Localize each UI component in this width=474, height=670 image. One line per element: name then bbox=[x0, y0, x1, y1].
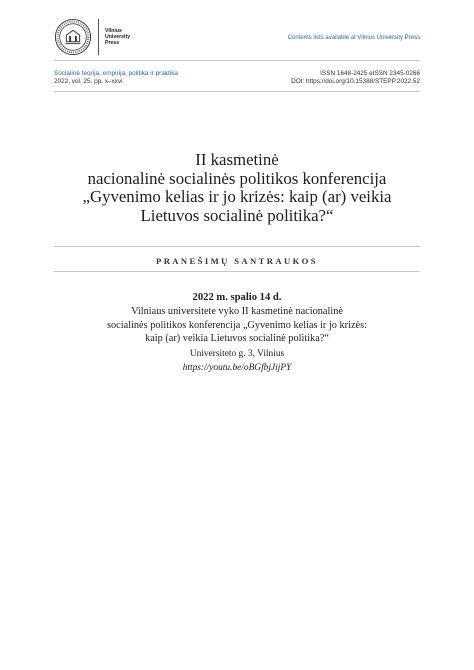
publisher-name bbox=[105, 28, 130, 47]
publisher-line-2: University bbox=[105, 33, 131, 40]
issn: ISSN 1648-2425 eISSN 2345-0266 bbox=[320, 70, 420, 77]
doi-link[interactable]: DOI: https://doi.org/10.15388/STEPP.2022.52 bbox=[291, 78, 420, 86]
meta-rule bbox=[54, 91, 420, 92]
journal-identifiers bbox=[291, 70, 420, 86]
publisher-line-3: Press bbox=[105, 40, 120, 47]
contents-list-link[interactable]: Contents lists available at Vilnius University Press bbox=[287, 35, 420, 41]
title-line-2: nacionalinė socialinės politikos konferencija bbox=[87, 168, 387, 188]
journal-info bbox=[54, 70, 178, 86]
title-line-4: Lietuvos socialinė politika?“ bbox=[140, 205, 334, 225]
section-rule-top bbox=[54, 246, 420, 247]
university-seal-icon bbox=[54, 18, 92, 56]
logo-divider bbox=[98, 19, 99, 55]
section-rule-bottom bbox=[54, 271, 420, 272]
title-line-1: II kasmetinė bbox=[195, 150, 279, 169]
publisher-line-1: Vilnius bbox=[105, 27, 122, 34]
journal-name-link[interactable]: Socialinė teorija, empirija, politika ir praktika bbox=[54, 70, 178, 77]
conference-date: 2022 m. spalio 14 d. bbox=[192, 292, 282, 303]
description-line-1: Vilniaus universitete vyko II kasmetinė nacionalinė bbox=[131, 306, 343, 318]
conference-address: Universiteto g. 3, Vilnius bbox=[189, 348, 285, 359]
section-heading: PRANEŠIMŲ SANTRAUKOS bbox=[156, 256, 318, 266]
title-line-3: „Gyvenimo kelias ir jo krizės: kaip (ar) veikia bbox=[82, 187, 392, 207]
publisher-logo bbox=[54, 18, 130, 56]
header-rule bbox=[54, 60, 420, 61]
article-title bbox=[40, 151, 434, 225]
conference-details bbox=[40, 291, 434, 375]
volume-info: 2022, vol. 25, pp. x–xxvi bbox=[54, 78, 123, 86]
description-line-2: socialinės politikos konferencija „Gyvenimo kelias ir jo krizės: bbox=[107, 319, 367, 331]
description-line-3: kaip (ar) veikia Lietuvos socialinė politika?“ bbox=[145, 333, 329, 345]
video-link[interactable]: https://youtu.be/oBGfbjJijPY bbox=[182, 363, 292, 374]
